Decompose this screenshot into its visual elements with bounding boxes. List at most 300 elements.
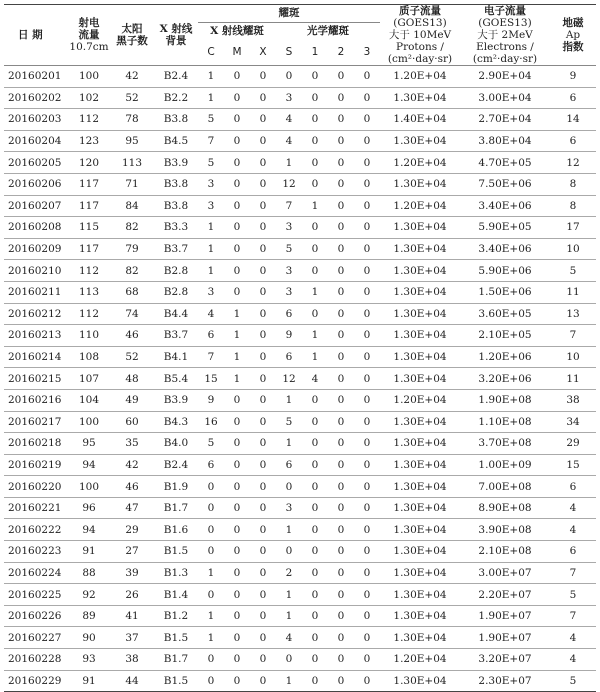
cell-sunspot-number: 48 — [110, 368, 154, 390]
cell-proton-flux: 1.20E+04 — [380, 152, 460, 174]
cell-sunspot-number: 52 — [110, 87, 154, 109]
cell-optical-1: 0 — [302, 454, 328, 476]
cell-date: 20160204 — [4, 130, 68, 152]
cell-date: 20160209 — [4, 238, 68, 260]
cell-electron-flux: 2.10E+08 — [460, 541, 550, 563]
cell-xray-background: B3.3 — [154, 217, 198, 239]
cell-xray-x: 0 — [250, 389, 276, 411]
cell-optical-2: 0 — [328, 195, 354, 217]
cell-date: 20160215 — [4, 368, 68, 390]
cell-xray-c: 7 — [198, 346, 224, 368]
cell-optical-s: 4 — [276, 130, 302, 152]
cell-radio-flux: 117 — [68, 195, 110, 217]
cell-radio-flux: 112 — [68, 109, 110, 131]
cell-xray-c: 1 — [198, 562, 224, 584]
cell-xray-c: 6 — [198, 325, 224, 347]
cell-xray-c: 3 — [198, 281, 224, 303]
header-optical-1: 1 — [302, 39, 328, 65]
cell-sunspot-number: 42 — [110, 454, 154, 476]
cell-optical-3: 0 — [354, 519, 380, 541]
cell-xray-m: 0 — [224, 562, 250, 584]
cell-ap-index: 11 — [550, 368, 596, 390]
cell-xray-x: 0 — [250, 346, 276, 368]
cell-optical-s: 3 — [276, 497, 302, 519]
cell-ap-index: 5 — [550, 584, 596, 606]
cell-xray-m: 1 — [224, 303, 250, 325]
table-row — [4, 476, 596, 498]
table-row — [4, 497, 596, 519]
cell-optical-1: 0 — [302, 433, 328, 455]
cell-date: 20160219 — [4, 454, 68, 476]
cell-date: 20160201 — [4, 66, 68, 88]
cell-optical-1: 0 — [302, 519, 328, 541]
cell-optical-3: 0 — [354, 649, 380, 671]
header-ap-index: 地磁 Ap 指数 — [550, 5, 596, 66]
cell-xray-x: 0 — [250, 627, 276, 649]
table-row — [4, 152, 596, 174]
cell-sunspot-number: 35 — [110, 433, 154, 455]
cell-date: 20160226 — [4, 605, 68, 627]
cell-proton-flux: 1.30E+04 — [380, 519, 460, 541]
cell-radio-flux: 94 — [68, 519, 110, 541]
cell-xray-background: B1.7 — [154, 497, 198, 519]
cell-optical-2: 0 — [328, 303, 354, 325]
header-proton-flux: 质子流量 (GOES13) 大于 10MeV Protons / (cm²·day·sr) — [380, 5, 460, 66]
cell-ap-index: 8 — [550, 173, 596, 195]
header-optical-2: 2 — [328, 39, 354, 65]
cell-optical-1: 0 — [302, 238, 328, 260]
cell-optical-3: 0 — [354, 281, 380, 303]
table-row — [4, 303, 596, 325]
cell-xray-c: 4 — [198, 303, 224, 325]
cell-radio-flux: 96 — [68, 497, 110, 519]
cell-optical-s: 12 — [276, 368, 302, 390]
cell-optical-s: 7 — [276, 195, 302, 217]
cell-optical-1: 0 — [302, 260, 328, 282]
cell-proton-flux: 1.30E+04 — [380, 368, 460, 390]
cell-optical-3: 0 — [354, 173, 380, 195]
cell-optical-s: 6 — [276, 454, 302, 476]
cell-electron-flux: 3.70E+08 — [460, 433, 550, 455]
cell-xray-background: B1.5 — [154, 541, 198, 563]
cell-sunspot-number: 47 — [110, 497, 154, 519]
cell-ap-index: 6 — [550, 476, 596, 498]
cell-xray-m: 0 — [224, 217, 250, 239]
cell-proton-flux: 1.20E+04 — [380, 195, 460, 217]
cell-sunspot-number: 49 — [110, 389, 154, 411]
header-optical-flares: 光学耀斑 — [307, 24, 349, 37]
cell-xray-background: B1.9 — [154, 476, 198, 498]
cell-proton-flux: 1.30E+04 — [380, 325, 460, 347]
table-row — [4, 454, 596, 476]
cell-date: 20160213 — [4, 325, 68, 347]
cell-radio-flux: 102 — [68, 87, 110, 109]
cell-optical-s: 1 — [276, 584, 302, 606]
cell-optical-s: 1 — [276, 433, 302, 455]
cell-xray-m: 0 — [224, 130, 250, 152]
cell-radio-flux: 104 — [68, 389, 110, 411]
table-row — [4, 411, 596, 433]
cell-date: 20160223 — [4, 541, 68, 563]
cell-optical-3: 0 — [354, 260, 380, 282]
cell-optical-2: 0 — [328, 497, 354, 519]
cell-xray-c: 0 — [198, 649, 224, 671]
header-flares: 耀斑 — [198, 5, 380, 23]
cell-xray-background: B4.3 — [154, 411, 198, 433]
cell-radio-flux: 117 — [68, 238, 110, 260]
cell-electron-flux: 8.90E+08 — [460, 497, 550, 519]
cell-ap-index: 4 — [550, 627, 596, 649]
cell-date: 20160211 — [4, 281, 68, 303]
cell-xray-x: 0 — [250, 303, 276, 325]
cell-xray-background: B3.8 — [154, 109, 198, 131]
cell-radio-flux: 90 — [68, 627, 110, 649]
cell-proton-flux: 1.20E+04 — [380, 66, 460, 88]
cell-xray-c: 1 — [198, 238, 224, 260]
cell-sunspot-number: 29 — [110, 519, 154, 541]
cell-xray-background: B1.3 — [154, 562, 198, 584]
cell-radio-flux: 123 — [68, 130, 110, 152]
cell-proton-flux: 1.30E+04 — [380, 454, 460, 476]
cell-optical-2: 0 — [328, 281, 354, 303]
cell-ap-index: 13 — [550, 303, 596, 325]
cell-xray-x: 0 — [250, 497, 276, 519]
cell-optical-2: 0 — [328, 368, 354, 390]
table-row — [4, 281, 596, 303]
table-row — [4, 130, 596, 152]
cell-ap-index: 4 — [550, 649, 596, 671]
cell-xray-c: 3 — [198, 195, 224, 217]
cell-optical-1: 0 — [302, 173, 328, 195]
cell-radio-flux: 95 — [68, 433, 110, 455]
cell-optical-s: 1 — [276, 519, 302, 541]
cell-optical-1: 0 — [302, 152, 328, 174]
cell-xray-c: 5 — [198, 109, 224, 131]
cell-optical-2: 0 — [328, 649, 354, 671]
cell-date: 20160207 — [4, 195, 68, 217]
table-row — [4, 260, 596, 282]
cell-optical-1: 0 — [302, 411, 328, 433]
cell-xray-x: 0 — [250, 130, 276, 152]
cell-xray-x: 0 — [250, 325, 276, 347]
cell-xray-c: 1 — [198, 87, 224, 109]
cell-optical-2: 0 — [328, 238, 354, 260]
cell-xray-c: 1 — [198, 66, 224, 88]
cell-optical-2: 0 — [328, 260, 354, 282]
cell-ap-index: 38 — [550, 389, 596, 411]
cell-optical-2: 0 — [328, 87, 354, 109]
cell-xray-m: 0 — [224, 152, 250, 174]
cell-xray-x: 0 — [250, 368, 276, 390]
cell-optical-2: 0 — [328, 173, 354, 195]
cell-xray-background: B1.7 — [154, 649, 198, 671]
cell-optical-3: 0 — [354, 541, 380, 563]
cell-electron-flux: 1.90E+08 — [460, 389, 550, 411]
cell-optical-1: 0 — [302, 584, 328, 606]
cell-date: 20160203 — [4, 109, 68, 131]
cell-xray-x: 0 — [250, 195, 276, 217]
cell-xray-m: 0 — [224, 627, 250, 649]
cell-ap-index: 8 — [550, 195, 596, 217]
header-xray-background: X 射线 背景 — [154, 5, 198, 66]
cell-sunspot-number: 37 — [110, 627, 154, 649]
cell-optical-s: 1 — [276, 670, 302, 692]
cell-xray-background: B1.6 — [154, 519, 198, 541]
cell-date: 20160212 — [4, 303, 68, 325]
header-radio-flux: 射电 流量 10.7cm — [68, 5, 110, 66]
cell-xray-c: 16 — [198, 411, 224, 433]
table-row — [4, 109, 596, 131]
cell-optical-s: 0 — [276, 476, 302, 498]
cell-electron-flux: 3.20E+07 — [460, 649, 550, 671]
cell-optical-1: 0 — [302, 87, 328, 109]
cell-electron-flux: 3.20E+06 — [460, 368, 550, 390]
cell-xray-c: 5 — [198, 433, 224, 455]
cell-optical-3: 0 — [354, 584, 380, 606]
cell-optical-2: 0 — [328, 325, 354, 347]
cell-xray-background: B2.4 — [154, 66, 198, 88]
cell-proton-flux: 1.30E+04 — [380, 346, 460, 368]
cell-optical-2: 0 — [328, 433, 354, 455]
cell-optical-3: 0 — [354, 152, 380, 174]
cell-xray-x: 0 — [250, 66, 276, 88]
cell-date: 20160216 — [4, 389, 68, 411]
cell-xray-c: 0 — [198, 670, 224, 692]
cell-xray-x: 0 — [250, 605, 276, 627]
cell-proton-flux: 1.30E+04 — [380, 497, 460, 519]
cell-xray-background: B1.5 — [154, 627, 198, 649]
cell-optical-s: 3 — [276, 217, 302, 239]
table-row — [4, 66, 596, 88]
cell-radio-flux: 112 — [68, 260, 110, 282]
cell-sunspot-number: 84 — [110, 195, 154, 217]
cell-radio-flux: 108 — [68, 346, 110, 368]
cell-ap-index: 7 — [550, 605, 596, 627]
cell-ap-index: 6 — [550, 130, 596, 152]
header-date: 日 期 — [4, 5, 68, 66]
cell-optical-s: 2 — [276, 562, 302, 584]
cell-xray-m: 0 — [224, 541, 250, 563]
cell-proton-flux: 1.20E+04 — [380, 389, 460, 411]
table-row — [4, 217, 596, 239]
cell-radio-flux: 89 — [68, 605, 110, 627]
cell-xray-x: 0 — [250, 519, 276, 541]
cell-optical-s: 6 — [276, 346, 302, 368]
cell-xray-background: B2.2 — [154, 87, 198, 109]
cell-optical-3: 0 — [354, 66, 380, 88]
cell-xray-c: 0 — [198, 476, 224, 498]
cell-ap-index: 7 — [550, 325, 596, 347]
cell-proton-flux: 1.30E+04 — [380, 433, 460, 455]
cell-proton-flux: 1.30E+04 — [380, 303, 460, 325]
cell-radio-flux: 94 — [68, 454, 110, 476]
cell-xray-c: 0 — [198, 497, 224, 519]
cell-sunspot-number: 79 — [110, 238, 154, 260]
cell-xray-x: 0 — [250, 411, 276, 433]
cell-optical-s: 0 — [276, 649, 302, 671]
cell-xray-m: 0 — [224, 238, 250, 260]
cell-date: 20160220 — [4, 476, 68, 498]
cell-ap-index: 34 — [550, 411, 596, 433]
cell-sunspot-number: 42 — [110, 66, 154, 88]
cell-optical-1: 0 — [302, 497, 328, 519]
cell-xray-background: B4.4 — [154, 303, 198, 325]
cell-proton-flux: 1.30E+04 — [380, 281, 460, 303]
cell-proton-flux: 1.30E+04 — [380, 562, 460, 584]
table-row — [4, 584, 596, 606]
cell-xray-m: 0 — [224, 173, 250, 195]
cell-date: 20160205 — [4, 152, 68, 174]
cell-proton-flux: 1.20E+04 — [380, 649, 460, 671]
cell-proton-flux: 1.40E+04 — [380, 109, 460, 131]
cell-optical-1: 1 — [302, 281, 328, 303]
cell-date: 20160206 — [4, 173, 68, 195]
cell-ap-index: 14 — [550, 109, 596, 131]
cell-optical-s: 3 — [276, 260, 302, 282]
cell-optical-1: 0 — [302, 562, 328, 584]
cell-sunspot-number: 27 — [110, 541, 154, 563]
table-row — [4, 670, 596, 692]
cell-sunspot-number: 38 — [110, 649, 154, 671]
cell-radio-flux: 93 — [68, 649, 110, 671]
cell-xray-background: B4.1 — [154, 346, 198, 368]
cell-optical-1: 0 — [302, 109, 328, 131]
cell-optical-1: 4 — [302, 368, 328, 390]
cell-xray-c: 0 — [198, 584, 224, 606]
cell-date: 20160225 — [4, 584, 68, 606]
cell-radio-flux: 112 — [68, 303, 110, 325]
cell-electron-flux: 2.10E+05 — [460, 325, 550, 347]
cell-optical-s: 9 — [276, 325, 302, 347]
table-row — [4, 195, 596, 217]
cell-xray-c: 9 — [198, 389, 224, 411]
cell-xray-c: 1 — [198, 260, 224, 282]
table-row — [4, 605, 596, 627]
cell-proton-flux: 1.30E+04 — [380, 238, 460, 260]
cell-xray-m: 0 — [224, 87, 250, 109]
cell-electron-flux: 1.10E+08 — [460, 411, 550, 433]
cell-electron-flux: 3.40E+06 — [460, 238, 550, 260]
cell-optical-2: 0 — [328, 346, 354, 368]
cell-electron-flux: 3.60E+05 — [460, 303, 550, 325]
cell-electron-flux: 3.90E+08 — [460, 519, 550, 541]
cell-xray-background: B5.4 — [154, 368, 198, 390]
cell-xray-background: B2.4 — [154, 454, 198, 476]
cell-xray-background: B3.8 — [154, 173, 198, 195]
cell-optical-3: 0 — [354, 217, 380, 239]
cell-xray-c: 5 — [198, 152, 224, 174]
cell-sunspot-number: 68 — [110, 281, 154, 303]
cell-xray-m: 0 — [224, 454, 250, 476]
cell-xray-x: 0 — [250, 260, 276, 282]
cell-xray-m: 0 — [224, 519, 250, 541]
cell-xray-c: 1 — [198, 217, 224, 239]
cell-sunspot-number: 71 — [110, 173, 154, 195]
cell-optical-s: 1 — [276, 389, 302, 411]
cell-xray-m: 0 — [224, 195, 250, 217]
cell-date: 20160227 — [4, 627, 68, 649]
cell-electron-flux: 2.90E+04 — [460, 66, 550, 88]
cell-date: 20160202 — [4, 87, 68, 109]
table-header — [4, 5, 596, 66]
cell-optical-2: 0 — [328, 627, 354, 649]
cell-xray-x: 0 — [250, 152, 276, 174]
cell-optical-2: 0 — [328, 130, 354, 152]
cell-date: 20160221 — [4, 497, 68, 519]
cell-xray-c: 3 — [198, 173, 224, 195]
header-class-c: C — [198, 39, 224, 65]
cell-proton-flux: 1.30E+04 — [380, 627, 460, 649]
cell-xray-background: B4.5 — [154, 130, 198, 152]
cell-optical-2: 0 — [328, 519, 354, 541]
cell-xray-x: 0 — [250, 109, 276, 131]
cell-optical-3: 0 — [354, 670, 380, 692]
table-row — [4, 346, 596, 368]
header-class-x: X — [250, 39, 276, 65]
cell-optical-s: 4 — [276, 627, 302, 649]
cell-xray-x: 0 — [250, 217, 276, 239]
cell-xray-background: B3.7 — [154, 238, 198, 260]
cell-xray-x: 0 — [250, 584, 276, 606]
cell-xray-c: 0 — [198, 541, 224, 563]
cell-electron-flux: 3.00E+04 — [460, 87, 550, 109]
cell-date: 20160217 — [4, 411, 68, 433]
cell-xray-background: B1.2 — [154, 605, 198, 627]
cell-xray-m: 0 — [224, 649, 250, 671]
cell-electron-flux: 1.20E+06 — [460, 346, 550, 368]
cell-electron-flux: 2.70E+04 — [460, 109, 550, 131]
cell-radio-flux: 107 — [68, 368, 110, 390]
cell-ap-index: 4 — [550, 519, 596, 541]
cell-sunspot-number: 82 — [110, 260, 154, 282]
cell-electron-flux: 7.50E+06 — [460, 173, 550, 195]
cell-optical-s: 1 — [276, 605, 302, 627]
cell-xray-m: 0 — [224, 389, 250, 411]
cell-sunspot-number: 52 — [110, 346, 154, 368]
cell-optical-3: 0 — [354, 130, 380, 152]
cell-optical-1: 0 — [302, 66, 328, 88]
cell-optical-1: 0 — [302, 670, 328, 692]
cell-optical-s: 5 — [276, 411, 302, 433]
cell-radio-flux: 100 — [68, 411, 110, 433]
cell-xray-x: 0 — [250, 433, 276, 455]
cell-xray-x: 0 — [250, 541, 276, 563]
cell-xray-background: B3.9 — [154, 389, 198, 411]
cell-optical-3: 0 — [354, 368, 380, 390]
header-class-m: M — [224, 39, 250, 65]
cell-ap-index: 6 — [550, 541, 596, 563]
cell-sunspot-number: 82 — [110, 217, 154, 239]
cell-optical-1: 0 — [302, 389, 328, 411]
cell-optical-3: 0 — [354, 325, 380, 347]
cell-radio-flux: 92 — [68, 584, 110, 606]
cell-ap-index: 10 — [550, 238, 596, 260]
solar-activity-table — [4, 4, 596, 692]
cell-electron-flux: 3.40E+06 — [460, 195, 550, 217]
cell-optical-3: 0 — [354, 476, 380, 498]
cell-xray-m: 0 — [224, 605, 250, 627]
cell-optical-2: 0 — [328, 562, 354, 584]
header-sunspot-number: 太阳 黑子数 — [110, 5, 154, 66]
cell-ap-index: 29 — [550, 433, 596, 455]
cell-xray-m: 1 — [224, 325, 250, 347]
cell-proton-flux: 1.30E+04 — [380, 411, 460, 433]
cell-sunspot-number: 74 — [110, 303, 154, 325]
cell-xray-m: 1 — [224, 368, 250, 390]
cell-xray-x: 0 — [250, 87, 276, 109]
cell-xray-c: 15 — [198, 368, 224, 390]
cell-optical-3: 0 — [354, 605, 380, 627]
